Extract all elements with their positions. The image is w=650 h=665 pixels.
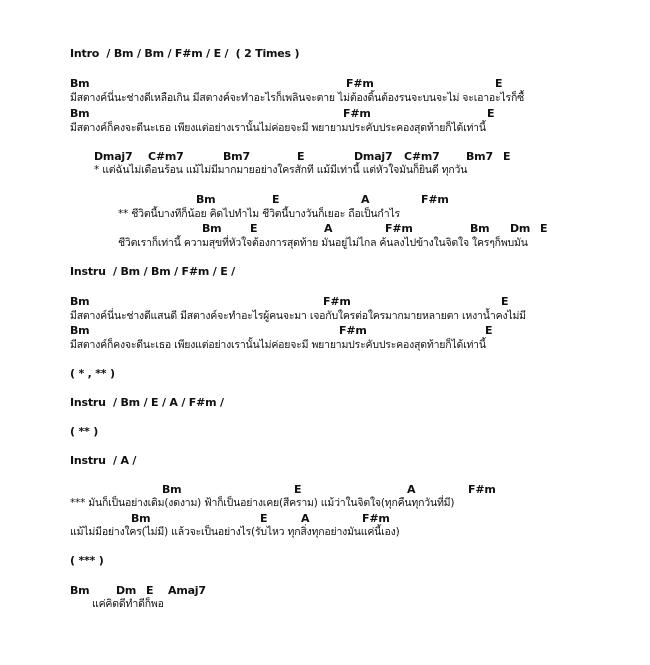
chord: Bm7 bbox=[466, 150, 493, 163]
chord: Bm bbox=[70, 77, 90, 90]
chord: E bbox=[294, 483, 302, 496]
instrumental-line: Instru / A / bbox=[70, 454, 137, 467]
chord: Bm bbox=[202, 222, 222, 235]
chord: Dm bbox=[116, 584, 137, 597]
chord: Dmaj7 bbox=[354, 150, 393, 163]
lyric-line: ** ชีวิตนี้บางทีก็น้อย คิดไปทำไม ชีวิตนี้บางวันก็เยอะ ถือเป็นกำไร bbox=[118, 208, 400, 220]
chord: F#m bbox=[385, 222, 413, 235]
lyric-line: แม้ไม่มีอย่างใคร(ไม่มี) แล้วจะเป็นอย่างไร(รับไหว ทุกสิ่งทุกอย่างมันแค่นี้เอง) bbox=[70, 526, 400, 538]
chord: Dmaj7 bbox=[94, 150, 133, 163]
lyric-line: แค่คิดดีทำดีก็พอ bbox=[92, 598, 164, 610]
chord: F#m bbox=[362, 512, 390, 525]
chord: Bm bbox=[70, 324, 90, 337]
repeat-marker: ( ** ) bbox=[70, 425, 99, 438]
chord: E bbox=[146, 584, 154, 597]
repeat-marker: ( *** ) bbox=[70, 554, 104, 567]
chord: Bm bbox=[70, 107, 90, 120]
chord: E bbox=[495, 77, 503, 90]
chord: E bbox=[503, 150, 511, 163]
chord: E bbox=[250, 222, 258, 235]
chord: C#m7 bbox=[404, 150, 440, 163]
chord: A bbox=[407, 483, 416, 496]
lyric-line: ชีวิตเราก็เท่านี้ ความสุขที่หัวใจต้องการสุดท้าย มันอยู่ไม่ไกล ค้นลงไปข้างในจิตใจ ใครๆก็พบมัน bbox=[118, 237, 528, 249]
chord: E bbox=[272, 193, 280, 206]
chord: F#m bbox=[323, 295, 351, 308]
chord: E bbox=[501, 295, 509, 308]
instrumental-line: Instru / Bm / E / A / F#m / bbox=[70, 396, 224, 409]
intro-line: Intro / Bm / Bm / F#m / E / ( 2 Times ) bbox=[70, 47, 300, 60]
chord: E bbox=[487, 107, 495, 120]
chord: F#m bbox=[421, 193, 449, 206]
chord: E bbox=[540, 222, 548, 235]
chord: F#m bbox=[346, 77, 374, 90]
lyric-line: มีสตางค์ก็คงจะดีนะเธอ เพียงแต่อย่างเรานั้นไม่ค่อยจะมี พยายามประคับประคองสุดท้ายก็ได้เท่านี้ bbox=[70, 339, 486, 351]
chord: Bm7 bbox=[223, 150, 250, 163]
chord: Amaj7 bbox=[168, 584, 206, 597]
chord: F#m bbox=[468, 483, 496, 496]
chord: Bm bbox=[470, 222, 490, 235]
chord: Dm bbox=[510, 222, 531, 235]
chord: A bbox=[361, 193, 370, 206]
chord: F#m bbox=[339, 324, 367, 337]
chord: Bm bbox=[162, 483, 182, 496]
chord: Bm bbox=[70, 295, 90, 308]
chord: A bbox=[301, 512, 310, 525]
chord: E bbox=[297, 150, 305, 163]
chord: Bm bbox=[70, 584, 90, 597]
lyric-line: *** มันก็เป็นอย่างเดิม(งดงาม) ฟ้าก็เป็นอย่างเคย(สีคราม) แม้ว่าในจิตใจ(ทุกคืนทุกวันที่มี) bbox=[70, 497, 455, 509]
lyric-line: มีสตางค์ก็คงจะดีนะเธอ เพียงแต่อย่างเรานั้นไม่ค่อยจะมี พยายามประคับประคองสุดท้ายก็ได้เท่านี้ bbox=[70, 122, 486, 134]
lyric-line: มีสตางค์นี่นะช่างดีเหลือเกิน มีสตางค์จะทำอะไรก็เพลินจะตาย ไม่ต้องดิ้นต้องรนจะบนจะไม่ จะเอาอะไรก็ซื้ bbox=[70, 92, 525, 104]
chord: E bbox=[260, 512, 268, 525]
instrumental-line: Instru / Bm / Bm / F#m / E / bbox=[70, 265, 235, 278]
repeat-marker: ( * , ** ) bbox=[70, 367, 115, 380]
chord: A bbox=[324, 222, 333, 235]
chord: F#m bbox=[343, 107, 371, 120]
chord: Bm bbox=[196, 193, 216, 206]
chord: E bbox=[485, 324, 493, 337]
lyric-line: มีสตางค์นี่นะช่างดีแสนดี มีสตางค์จะทำอะไรผู้คนจะมา เจอกับใครต่อใครมากมายหลายตา เหงาน้ำคงไม่มี bbox=[70, 310, 526, 322]
lyric-line: * แต่ฉันไม่เดือนร้อน แม้ไม่มีมากมายอย่างใครสักที แม้มีเท่านี้ แต่หัวใจมันก็ยินดี ทุกวัน bbox=[94, 164, 468, 176]
chord: C#m7 bbox=[148, 150, 184, 163]
chord: Bm bbox=[131, 512, 151, 525]
